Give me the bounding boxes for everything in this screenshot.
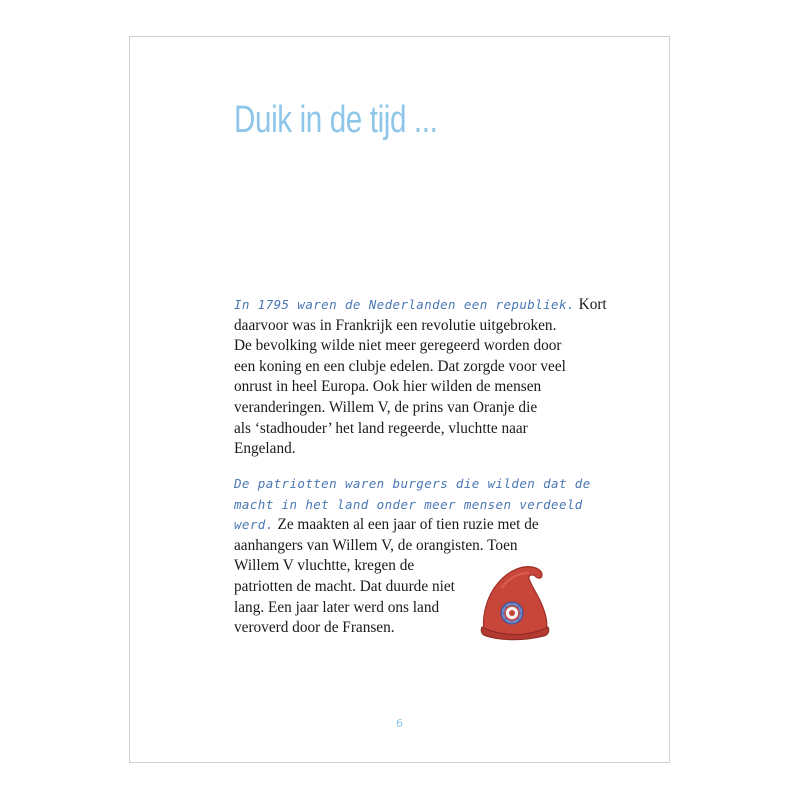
text-line: Engeland. — [234, 440, 296, 458]
text-line: onrust in heel Europa. Ook hier wilden de mensen — [234, 378, 542, 396]
handwritten-highlight: In 1795 waren de Nederlanden een republiek. — [234, 297, 575, 312]
text-line: veranderingen. Willem V, de prins van Oranje die — [234, 398, 538, 416]
handwritten-highlight: werd. — [234, 517, 274, 533]
text-line: daarvoor was in Frankrijk een revolutie uitgebroken. — [234, 316, 557, 334]
text-line: als ‘stadhouder’ het land regeerde, vluchtte naar — [234, 419, 528, 437]
paragraph-1 — [234, 295, 607, 460]
page-title: Duik in de tijd ... — [234, 99, 438, 141]
text-line: Willem V vluchtte, kregen de — [234, 557, 415, 575]
text-line: De bevolking wilde niet meer geregeerd worden door — [234, 337, 562, 355]
text-line: lang. Een jaar later werd ons land — [234, 598, 440, 616]
text-line: patriotten de macht. Dat duurde niet — [234, 577, 455, 595]
text-line: Ze maakten al een jaar of tien ruzie met de — [277, 516, 539, 534]
text-line: Kort — [578, 296, 607, 313]
handwritten-highlight: De patriotten waren burgers die wilden dat de — [234, 476, 591, 491]
text-line: aanhangers van Willem V, de orangisten. Toen — [234, 536, 518, 554]
page-number: 6 — [396, 717, 403, 730]
handwritten-highlight: macht in het land onder meer mensen verdeeld — [234, 496, 583, 512]
patriot-hat-icon — [472, 557, 556, 641]
book-page — [129, 36, 670, 763]
text-line: een koning en een clubje edelen. Dat zorgde voor veel — [234, 357, 566, 375]
text-line: veroverd door de Fransen. — [234, 619, 395, 637]
